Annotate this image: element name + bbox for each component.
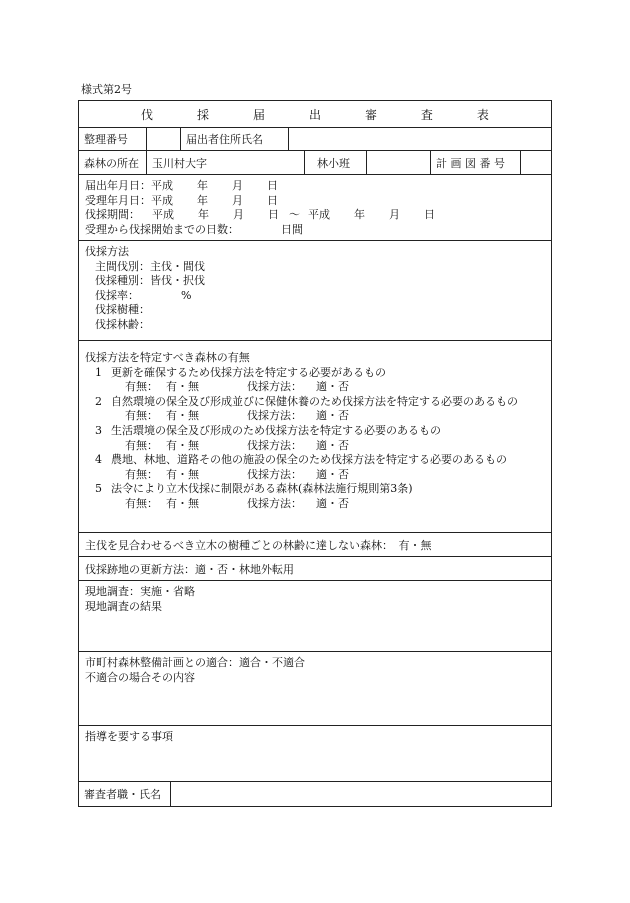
plan-map-label: 計 画 図 番 号 [431,151,521,174]
examiner-value[interactable] [171,782,551,806]
title-char: 採 [196,107,209,122]
type-value: 皆伐・択伐 [150,274,205,288]
specified-item-text: 農地、林地、道路その他の施設の保全のため伐採方法を特定する必要のあるもの [111,453,507,467]
age-line: 伐採林齢： [95,317,150,331]
tilde: ～ [289,208,300,222]
location-value[interactable]: 玉川村大字 [147,151,305,174]
method-value: 適・否 [316,438,349,452]
month-unit: 月 [232,193,243,207]
period-line [85,208,545,223]
method-label: 伐採方法： [247,380,302,394]
specified-item-answers [85,409,545,424]
specified-item-number: 5 [95,482,102,496]
specified-item-text: 法令により立木伐採に制限がある森林(森林法施行規則第3条) [111,482,413,496]
species-line: 伐採樹種： [95,303,150,317]
days-line [85,223,545,238]
days-label: 受理から伐採開始までの日数： [85,222,239,236]
location-label: 森林の所在 [79,151,147,174]
plan-map-value[interactable] [521,151,551,174]
specified-item-answers [85,439,545,454]
era: 平成 [308,208,330,222]
rate-line [85,289,545,304]
municipal-detail-label: 不適合の場合その内容 [85,670,195,684]
year-unit: 年 [197,193,208,207]
specified-item [85,424,545,439]
year-unit: 年 [197,179,208,192]
specified-item-number: 1 [95,365,102,379]
method-value: 適・否 [316,467,349,481]
title-char: 伐 [141,107,154,122]
examiner-label: 審査者職・氏名 [79,782,171,806]
specified-item-answers [85,497,545,512]
specified-item [85,482,545,497]
row-specified [79,341,551,533]
days-unit: 日間 [281,222,303,236]
filed-date-line [85,179,545,194]
specified-heading: 伐採方法を特定すべき森林の有無 [85,351,250,364]
month-unit: 月 [232,179,243,192]
era: 平成 [151,179,173,192]
subcompartment-value[interactable] [367,151,431,174]
title-char: 審 [364,107,377,122]
received-label: 受理年月日： [85,193,151,207]
applicant-value[interactable] [289,128,551,150]
survey-result-label: 現地調査の結果 [85,599,162,613]
specified-item-text: 自然環境の保全及び形成並びに保健休養のため伐採方法を特定する必要のあるもの [111,394,518,408]
presence-value: 有・無 [166,409,199,423]
method-value: 適・否 [316,380,349,394]
review-sheet [78,100,552,807]
row-municipal [79,652,551,726]
row-survey [79,581,551,652]
day-unit: 日 [267,193,278,207]
main-thin-label: 主間伐別： [95,259,150,273]
municipal-label: 市町村森林整備計画との適合：適合・不適合 [85,656,305,669]
specified-item-number: 4 [95,453,102,467]
row-serial [79,128,551,151]
specified-item-number: 2 [95,394,102,408]
specified-item [85,395,545,410]
form-number: 様式第2号 [81,83,132,96]
presence-label: 有無： [125,438,158,452]
method-label: 伐採方法： [247,409,302,423]
title-char: 届 [252,107,265,122]
presence-value: 有・無 [166,467,199,481]
guidance-label: 指導を要する事項 [85,730,173,743]
specified-item-answers [85,468,545,483]
method-heading: 伐採方法 [85,245,129,258]
serial-label: 整理番号 [79,128,147,150]
specified-item [85,453,545,468]
main-thin-value: 主伐・間伐 [150,259,205,273]
row-dates [79,175,551,241]
type-label: 伐採種別： [95,274,150,288]
specified-item-text: 更新を確保するため伐採方法を特定する必要があるもの [111,365,386,379]
title-char: 出 [308,107,321,122]
presence-label: 有無： [125,409,158,423]
main-thin-line [85,260,545,275]
survey-label: 現地調査：実施・省略 [85,585,195,598]
year-unit: 年 [354,208,365,222]
specified-item-number: 3 [95,423,102,437]
method-label: 伐採方法： [247,496,302,510]
day-unit: 日 [268,208,279,222]
title-char: 査 [420,107,433,122]
rate-label: 伐採率： [95,288,139,302]
presence-value: 有・無 [166,438,199,452]
type-line [85,274,545,289]
row-method [79,241,551,341]
applicant-label: 届出者住所氏名 [181,128,289,150]
presence-label: 有無： [125,496,158,510]
year-unit: 年 [198,208,209,222]
day-unit: 日 [267,179,278,192]
method-value: 適・否 [316,409,349,423]
method-label: 伐採方法： [247,438,302,452]
row-renewal: 伐採跡地の更新方法：適・否・林地外転用 [79,557,551,581]
presence-value: 有・無 [166,380,199,394]
sheet-title [79,101,551,128]
title-char: 表 [476,107,489,122]
presence-value: 有・無 [166,496,199,510]
presence-label: 有無： [125,380,158,394]
rate-unit: % [181,288,192,302]
month-unit: 月 [389,208,400,222]
specified-item-text: 生活環境の保全及び形成のため伐採方法を特定する必要のあるもの [111,423,441,437]
month-unit: 月 [233,208,244,222]
period-label: 伐採期間： [85,208,140,222]
era: 平成 [151,193,173,207]
presence-label: 有無： [125,467,158,481]
row-guidance [79,726,551,782]
filed-label: 届出年月日： [85,179,151,192]
method-label: 伐採方法： [247,467,302,481]
received-date-line [85,194,545,209]
era: 平成 [152,208,174,222]
subcompartment-label: 林小班 [305,151,367,174]
row-examiner [79,782,551,806]
specified-item [85,366,545,381]
specified-item-answers [85,380,545,395]
serial-value[interactable] [147,128,181,150]
row-main-cut: 主伐を見合わせるべき立木の樹種ごとの林齢に達しない森林： 有・無 [79,533,551,557]
day-unit: 日 [424,208,435,222]
method-value: 適・否 [316,496,349,510]
row-forest [79,151,551,175]
